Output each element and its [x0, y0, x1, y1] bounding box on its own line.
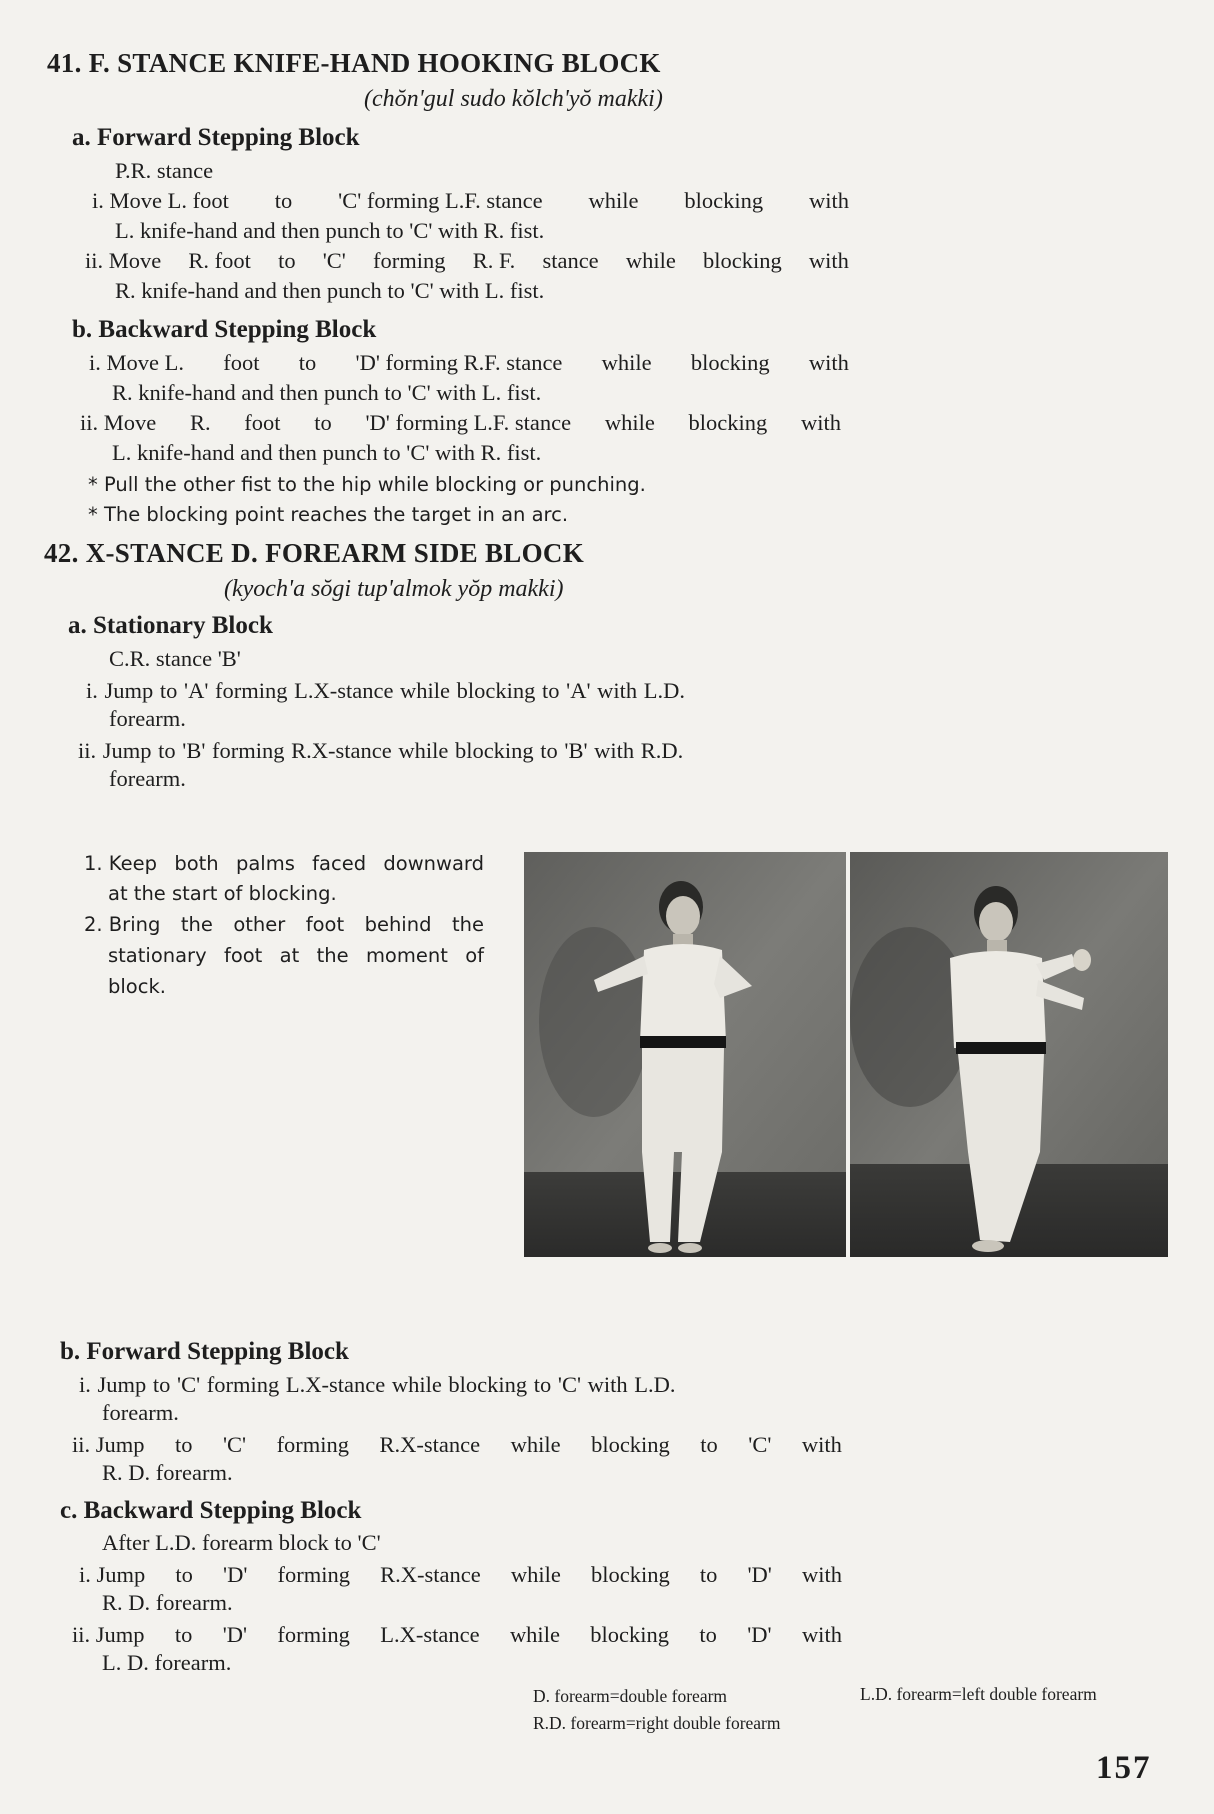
section-41a-heading: a. Forward Stepping Block	[72, 124, 360, 151]
section-42c-step-i-line1: i. Jump to 'D' forming R.X-stance while blocking to 'D' with	[79, 1562, 842, 1587]
section-42b-heading: b. Forward Stepping Block	[60, 1338, 349, 1365]
footnote-rd-forearm: R.D. forearm=right double forearm	[533, 1713, 781, 1733]
photo-left-figure	[524, 852, 846, 1257]
section-41-note-1: * Pull the other fist to the hip while blocking or punching.	[88, 473, 646, 496]
section-41b-step-ii-line2: L. knife-hand and then punch to 'C' with R. fist.	[112, 440, 542, 465]
section-41-note-2: * The blocking point reaches the target in an arc.	[88, 503, 569, 526]
section-41b-step-ii-line1: ii. Move R. foot to 'D' forming L.F. stance while blocking with	[80, 410, 841, 435]
section-42a-step-ii-line1: ii. Jump to 'B' forming R.X-stance while blocking to 'B' with R.D.	[78, 738, 684, 763]
section-41a-step-ii-line2: R. knife-hand and then punch to 'C' with L. fist.	[115, 278, 545, 303]
photo-right-figure	[850, 852, 1168, 1257]
section-42b-step-i-line1: i. Jump to 'C' forming L.X-stance while blocking to 'C' with L.D.	[79, 1372, 676, 1397]
section-42b-step-ii-line1: ii. Jump to 'C' forming R.X-stance while blocking to 'C' with	[72, 1432, 842, 1457]
side-note-2-line2: stationary foot at the moment of	[108, 944, 484, 967]
section-41a-stance: P.R. stance	[115, 158, 214, 183]
section-41b-heading: b. Backward Stepping Block	[72, 316, 377, 343]
section-42-romanization: (kyoch'a sŏgi tup'almok yŏp makki)	[224, 576, 564, 602]
section-42c-step-ii-line1: ii. Jump to 'D' forming L.X-stance while blocking to 'D' with	[72, 1622, 842, 1647]
section-41a-step-i-line2: L. knife-hand and then punch to 'C' with R. fist.	[115, 218, 545, 243]
section-41a-step-ii-line1: ii. Move R. foot to 'C' forming R. F. stance while blocking with	[85, 248, 849, 273]
section-42c-step-i-line2: R. D. forearm.	[102, 1590, 233, 1615]
side-note-2-line1: 2. Bring the other foot behind the	[84, 913, 484, 936]
section-41b-step-i-line2: R. knife-hand and then punch to 'C' with L. fist.	[112, 380, 542, 405]
section-42a-step-i-line2: forearm.	[109, 706, 186, 731]
section-42c-stance: After L.D. forearm block to 'C'	[102, 1530, 381, 1555]
side-note-1-line1: 1. Keep both palms faced downward	[84, 852, 484, 875]
footnote-d-forearm: D. forearm=double forearm	[533, 1686, 728, 1706]
photo-right	[850, 852, 1168, 1257]
photo-left	[524, 852, 846, 1257]
section-41-title: 41. F. STANCE KNIFE-HAND HOOKING BLOCK	[47, 48, 661, 78]
side-note-1-line2: at the start of blocking.	[108, 882, 337, 905]
footnote-ld-forearm: L.D. forearm=left double forearm	[860, 1684, 1097, 1704]
section-41a-step-i-line1: i. Move L. foot to 'C' forming L.F. stance while blocking with	[92, 188, 849, 213]
section-42a-heading: a. Stationary Block	[68, 612, 273, 639]
section-42c-step-ii-line2: L. D. forearm.	[102, 1650, 232, 1675]
side-note-2-line3: block.	[108, 975, 166, 998]
section-42a-step-i-line1: i. Jump to 'A' forming L.X-stance while blocking to 'A' with L.D.	[86, 678, 686, 703]
section-42a-stance: C.R. stance 'B'	[109, 646, 241, 671]
page-number: 157	[1096, 1750, 1152, 1786]
section-42-title: 42. X-STANCE D. FOREARM SIDE BLOCK	[44, 538, 584, 568]
section-42b-step-i-line2: forearm.	[102, 1400, 179, 1425]
section-42c-heading: c. Backward Stepping Block	[60, 1497, 362, 1524]
section-42b-step-ii-line2: R. D. forearm.	[102, 1460, 233, 1485]
section-41b-step-i-line1: i. Move L. foot to 'D' forming R.F. stance while blocking with	[89, 350, 849, 375]
section-41-romanization: (chŏn'gul sudo kŏlch'yŏ makki)	[364, 86, 663, 112]
section-42a-step-ii-line2: forearm.	[109, 766, 186, 791]
